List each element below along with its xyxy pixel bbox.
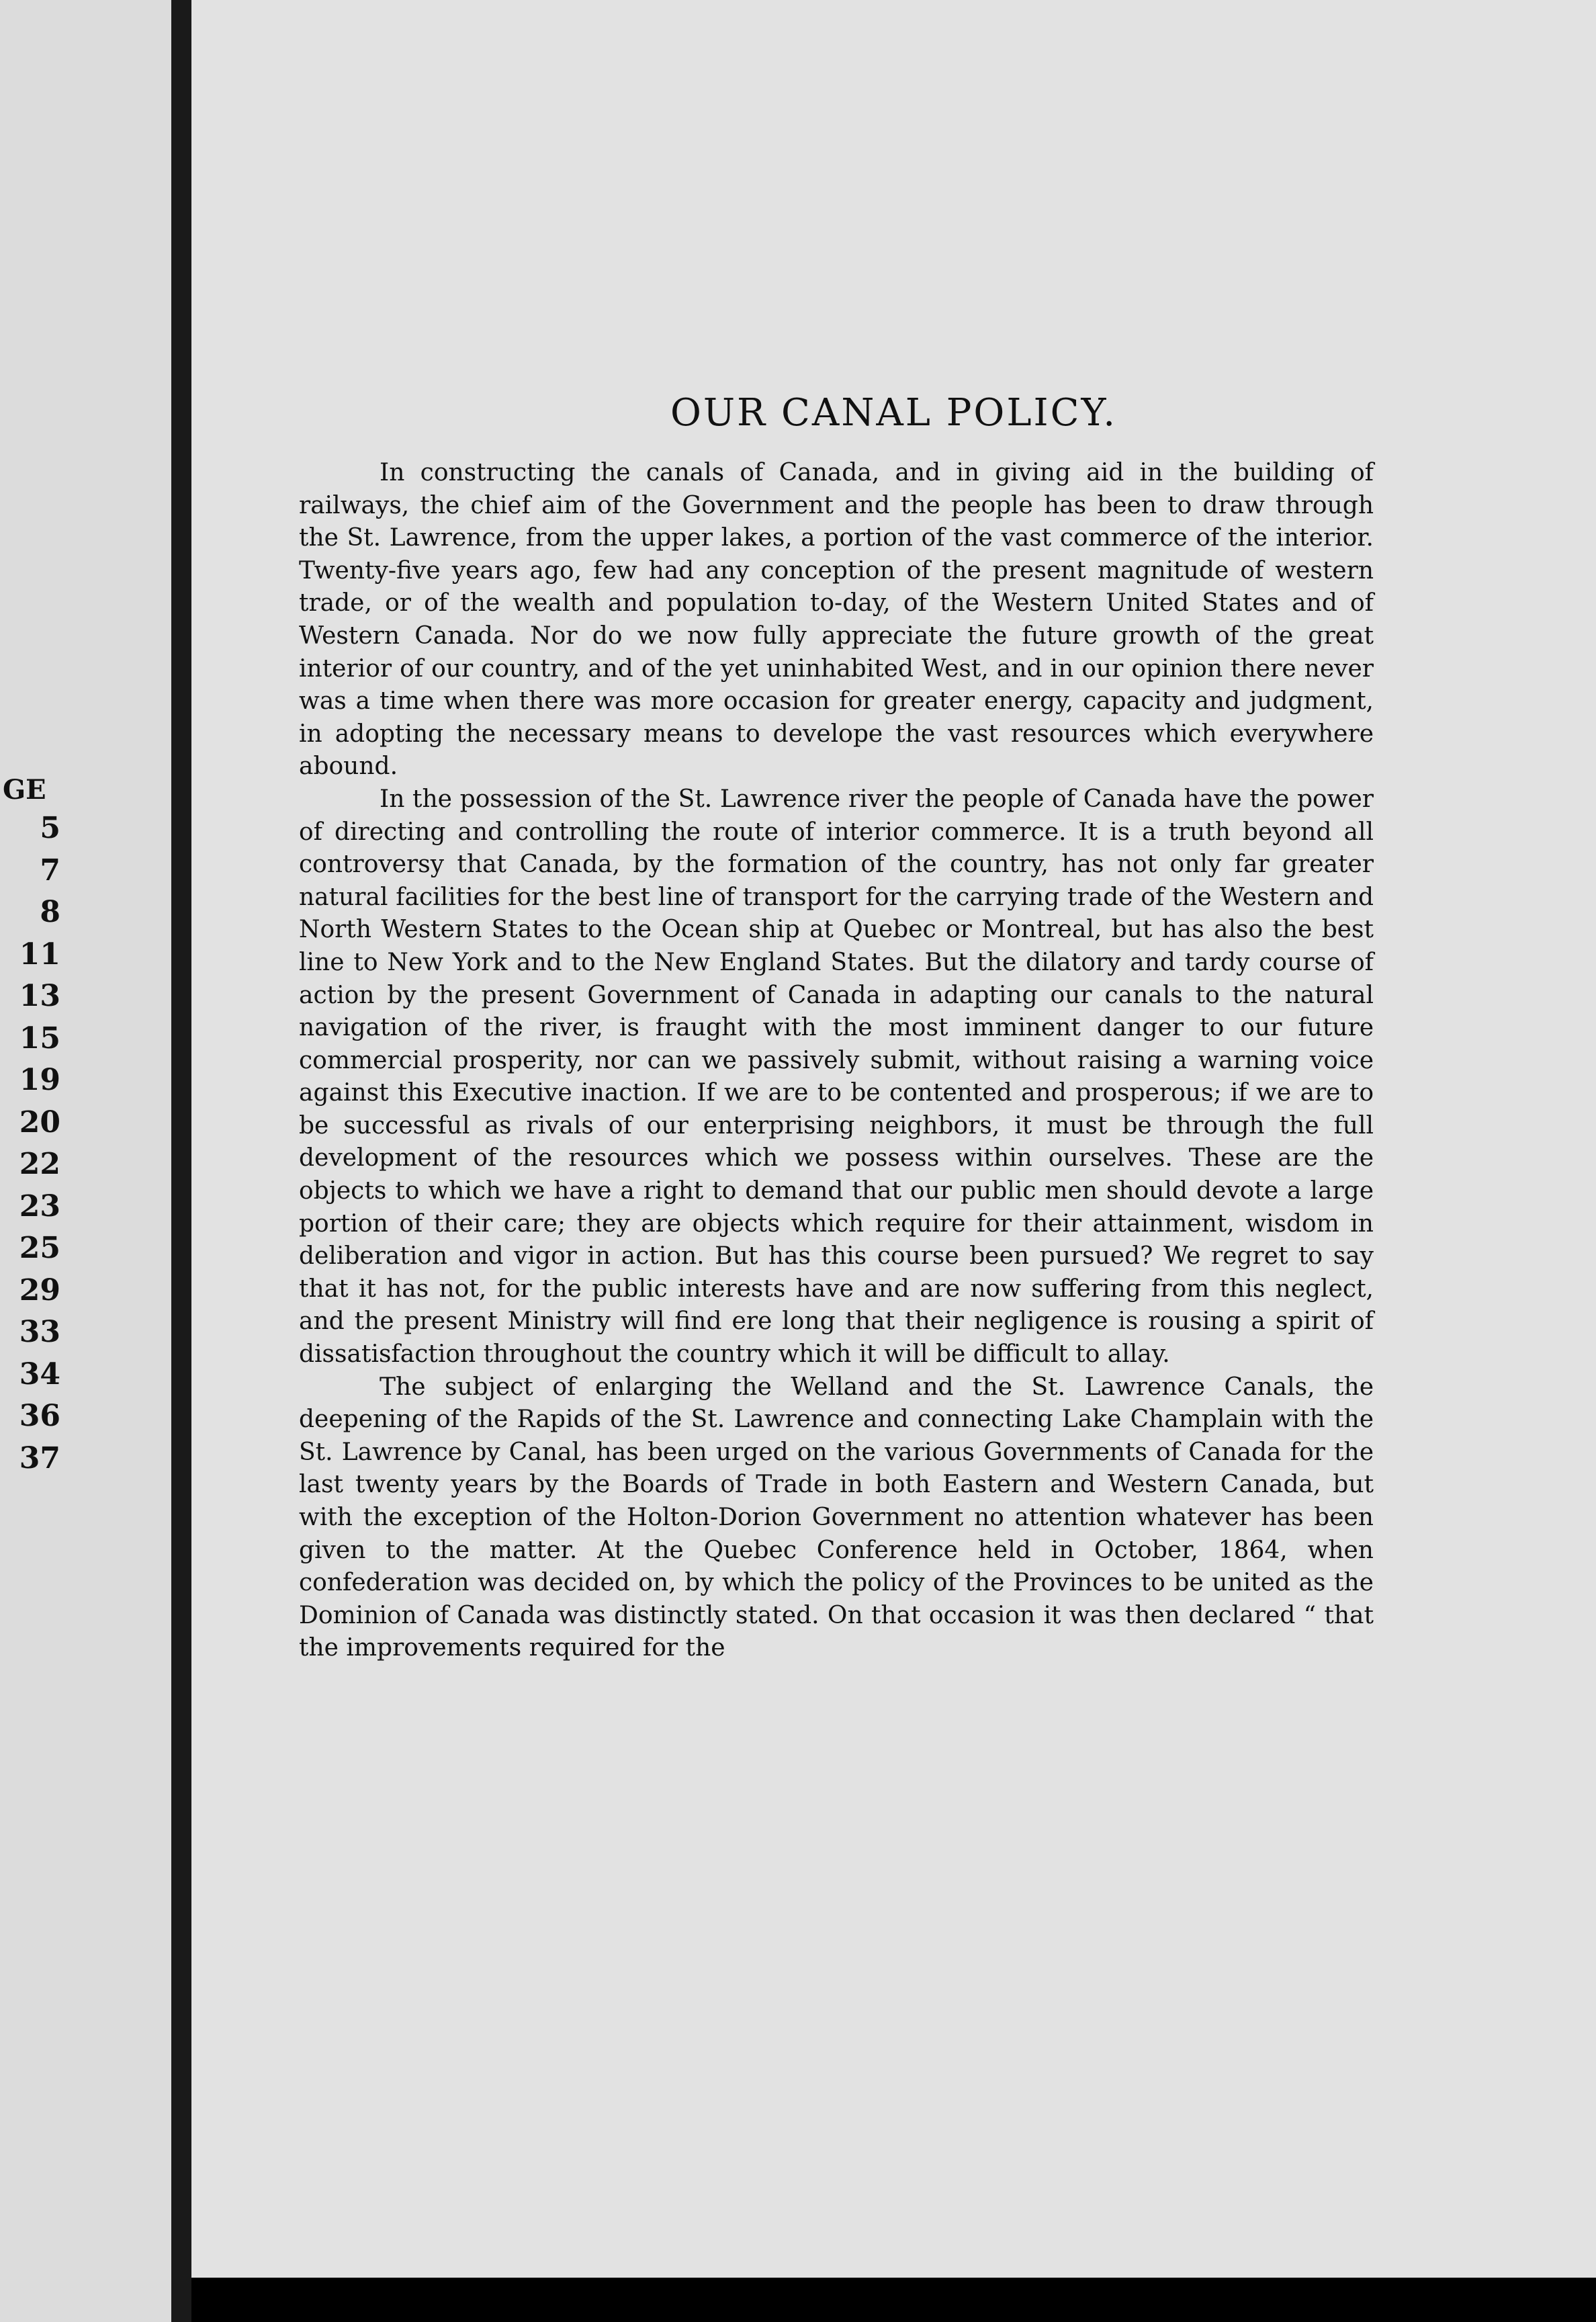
article-body [299,457,1374,1665]
page-bottom-edge [191,2278,1596,2322]
page-number: 13 [19,979,60,1013]
page-number: 29 [19,1273,60,1307]
paragraph: In constructing the canals of Canada, and in giving aid in the building of railways, the chief aim of the Government and the people has been to draw through the St. Lawrence, from the upper lakes, a portion of the vast commerce of the interior. Twenty-five years ago, few had any conception of the present magnitude of western trade, or of the wealth and population to-day, of the Western United States and of Western Canada. Nor do we now fully appreciate the future growth of the great interior of our country, and of the yet uninhabited West, and in our opinion there never was a time when there was more occasion for greater energy, capacity and judgment, in adopting the necessary means to develope the vast resources which everywhere abound. [299,459,1374,781]
page-number: 5 [40,811,60,845]
paragraph: In the possession of the St. Lawrence river the people of Canada have the power of directing and controlling the route of interior commerce. It is a truth beyond all controversy that Canada, by the formation of the country, has not only far greater natural facilities for the best line of transport for the carrying trade of the Western and North Western States to the Ocean ship at Quebec or Montreal, but has also the best line to New York and to the New England States. But the dilatory and tardy course of action by the present Government of Canada in adapting our canals to the natural navigation of the river, is fraught with the most imminent danger to our future commercial prosperity, nor can we passively submit, without raising a warning voice against this Executive inaction. If we are to be contented and prosperous; if we are to be successful as rivals of our enterprising neighbors, it must be through the full development of the resources which we possess within ourselves. These are the objects to which we have a right to demand that our public men should devote a large portion of their care; they are objects which require for their attainment, wisdom in deliberation and vigor in action. But has this course been pursued? We regret to say that it has not, for the public interests have and are now suffering from this neglect, and the present Ministry will find ere long that their negligence is rousing a spirit of dissatisfaction throughout the country which it will be difficult to allay. [299,785,1374,1369]
page-number: 23 [19,1189,60,1223]
paragraph: The subject of enlarging the Welland and the St. Lawrence Canals, the deepening of the Rapids of the St. Lawrence and connecting Lake Champlain with the St. Lawrence by Canal, has been urged on the various Governments of Canada for the last twenty years by the Boards of Trade in both Eastern and Western Canada, but with the exception of the Holton-Dorion Government no attention whatever has been given to the matter. At the Quebec Conference held in October, 1864, when confederation was decided on, by which the policy of the Provinces to be united as the Dominion of Canada was distinctly stated. On that occasion it was then declared “ that the improvements required for the [299,1373,1374,1662]
page-number: 34 [19,1357,60,1391]
page-number: 7 [40,853,60,888]
column-header: GE [3,774,46,806]
page-number: 37 [19,1440,60,1475]
page-number: 19 [19,1063,60,1097]
page-number: 25 [19,1231,60,1265]
article-title: OUR CANAL POLICY. [670,391,1118,435]
page-number: 11 [19,937,60,972]
facing-page-strip [0,0,171,2322]
page-gutter [171,0,191,2322]
page-number: 36 [19,1399,60,1433]
page-number: 8 [40,895,60,929]
contents-page-numbers [0,773,60,1479]
page-number: 20 [19,1105,60,1140]
page-number: 15 [19,1021,60,1056]
page-number: 33 [19,1315,60,1349]
page-number: 22 [19,1147,60,1181]
